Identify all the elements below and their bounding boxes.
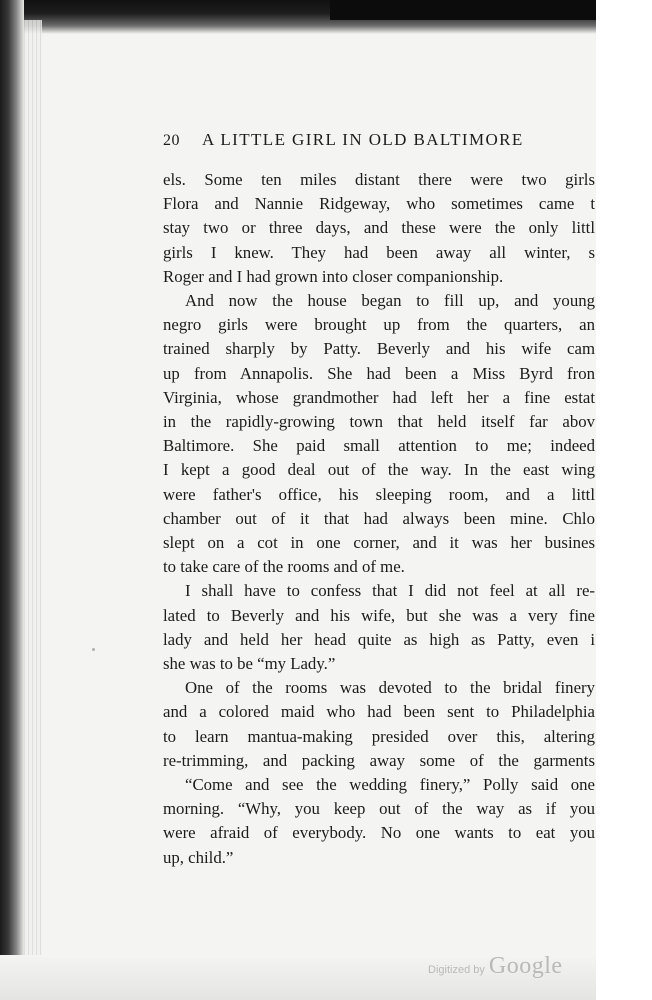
text-line: were father's office, his sleeping room, and a littl — [163, 484, 595, 504]
google-logo: Google — [488, 953, 563, 979]
text-line: trained sharply by Patty. Beverly and his wife cam — [163, 339, 595, 359]
text-line: morning. “Why, you keep out of the way as if you — [163, 799, 595, 819]
paper-speck — [92, 648, 95, 651]
text-line: I shall have to confess that I did not feel at all re- — [185, 581, 595, 601]
page-edge-lines — [24, 20, 42, 980]
text-line: Roger and I had grown into closer companionship. — [163, 266, 504, 286]
text-line: I kept a good deal out of the way. In the east wing — [163, 460, 595, 480]
digitized-watermark — [428, 953, 563, 980]
page-number: 20 — [163, 132, 180, 149]
text-line: negro girls were brought up from the quarters, an — [163, 315, 595, 335]
text-line: els. Some ten miles distant there were two girls — [163, 170, 595, 189]
text-line: were afraid of everybody. No one wants to eat you — [163, 823, 595, 843]
running-header — [163, 128, 595, 153]
text-line: slept on a cot in one corner, and it was her busines — [163, 533, 595, 553]
book-spine-edge — [0, 0, 24, 1000]
text-line: and a colored maid who had been sent to Philadelphia — [163, 702, 595, 722]
right-blank-margin — [596, 0, 652, 1000]
text-line: One of the rooms was devoted to the bridal finery — [185, 678, 595, 698]
text-line: up from Annapolis. She had been a Miss Byrd fron — [163, 363, 595, 383]
text-line: Virginia, whose grandmother had left her a fine estat — [163, 387, 595, 407]
top-edge-shadow-dark — [330, 0, 596, 20]
text-line: lated to Beverly and his wife, but she was a very fine — [163, 605, 595, 625]
text-line: to take care of the rooms and of me. — [163, 557, 405, 577]
text-line: stay two or three days, and these were the only littl — [163, 218, 595, 238]
text-line: And now the house began to fill up, and young — [185, 291, 595, 311]
running-title: A LITTLE GIRL IN OLD BALTIMORE — [202, 130, 524, 149]
text-line: in the rapidly-growing town that held itself far abov — [163, 412, 595, 432]
text-line: re-trimming, and packing away some of the garments — [163, 750, 595, 770]
text-line: Baltimore. She paid small attention to me; indeed — [163, 436, 595, 456]
watermark-prefix: Digitized by — [428, 964, 485, 976]
text-line: up, child.” — [163, 847, 234, 867]
body-text — [163, 168, 595, 870]
text-line: to learn mantua-making presided over this, altering — [163, 726, 595, 746]
text-line: “Come and see the wedding finery,” Polly said one — [185, 775, 595, 795]
text-line: she was to be “my Lady.” — [163, 654, 336, 674]
text-line: chamber out of it that had always been mine. Chlo — [163, 508, 595, 528]
text-line: Flora and Nannie Ridgeway, who sometimes came t — [163, 194, 595, 214]
page-text-block — [163, 128, 595, 870]
text-line: girls I knew. They had been away all winter, s — [163, 242, 595, 262]
text-line: lady and held her head quite as high as Patty, even i — [163, 629, 595, 649]
